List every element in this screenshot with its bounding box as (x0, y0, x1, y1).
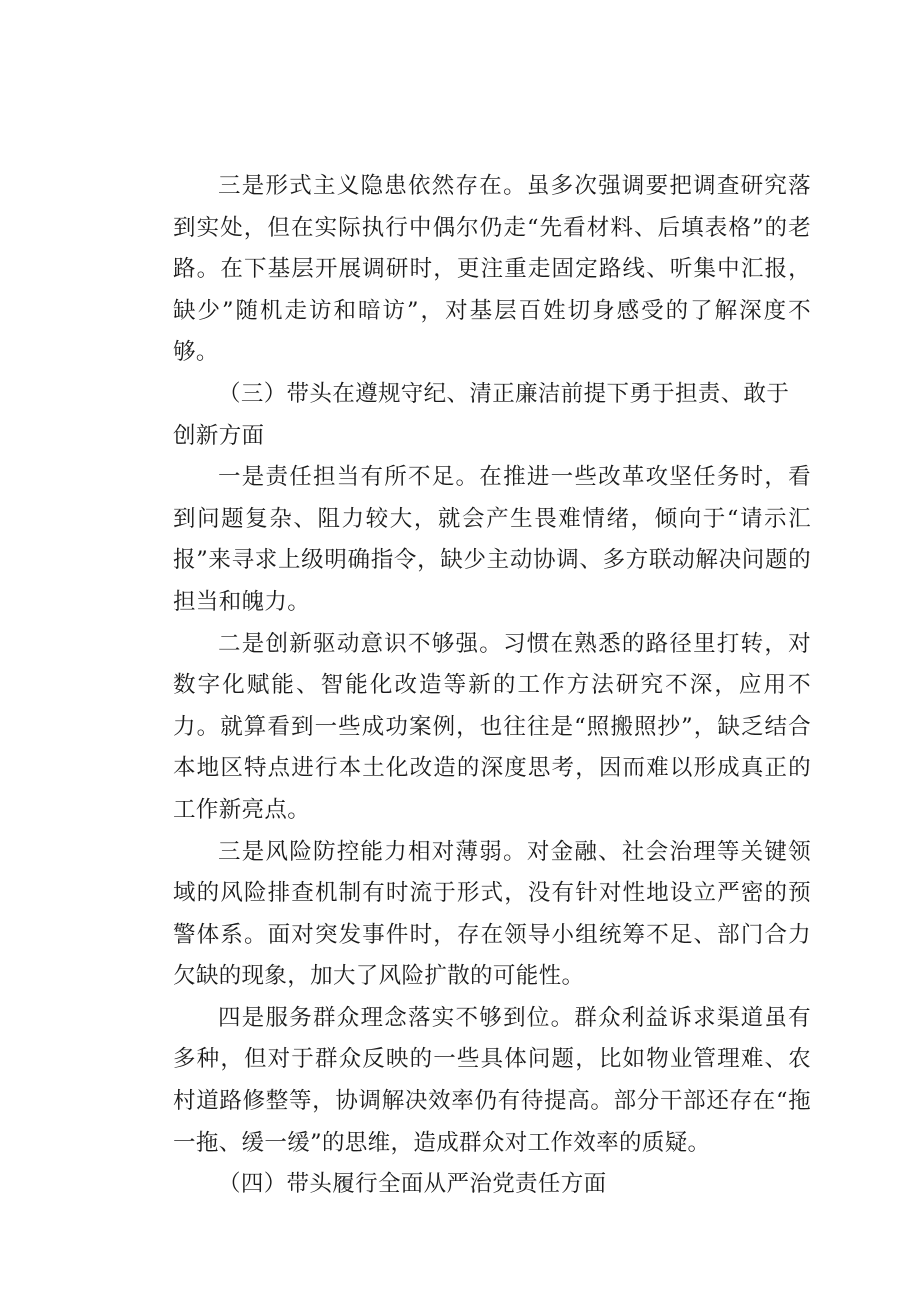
paragraph-responsibility: 一是责任担当有所不足。在推进一些改革攻坚任务时，看到问题复杂、阻力较大，就会产生畏难情绪，倾向于“请示汇报”来寻求上级明确指令，缺少主动协调、多方联动解决问题的担当和魄力。 (173, 464, 811, 615)
paragraph-formalism-risk: 三是形式主义隐患依然存在。虽多次强调要把调查研究落到实处，但在实际执行中偶尔仍走“先看材料、后填表格”的老路。在下基层开展调研时，更注重走固定路线、听集中汇报，缺少”随机走访和暗访”，对基层百姓切身感受的了解深度不够。 (173, 173, 811, 366)
paragraph-public-service: 四是服务群众理念落实不够到位。群众利益诉求渠道虽有多种，但对于群众反映的一些具体问题，比如物业管理难、农村道路修整等，协调解决效率仍有待提高。部分干部还存在“拖一拖、缓一缓”的思维，造成群众对工作效率的质疑。 (173, 1004, 811, 1156)
document-body (173, 166, 811, 1206)
paragraph-risk-control: 三是风险防控能力相对薄弱。对金融、社会治理等关键领域的风险排查机制有时流于形式，没有针对性地设立严密的预警体系。面对突发事件时，存在领导小组统筹不足、部门合力欠缺的现象，加大了风险扩散的可能性。 (173, 838, 811, 990)
section-heading-3: （三）带头在遵规守纪、清正廉洁前提下勇于担责、敢于创新方面 (173, 380, 790, 449)
paragraph-innovation: 二是创新驱动意识不够强。习惯在熟悉的路径里打转，对数字化赋能、智能化改造等新的工作方法研究不深，应用不力。就算看到一些成功案例，也往往是“照搬照抄”，缺乏结合本地区特点进行本土化改造的深度思考，因而难以形成真正的工作新亮点。 (173, 630, 811, 823)
section-heading-4: （四）带头履行全面从严治党责任方面 (218, 1171, 607, 1198)
